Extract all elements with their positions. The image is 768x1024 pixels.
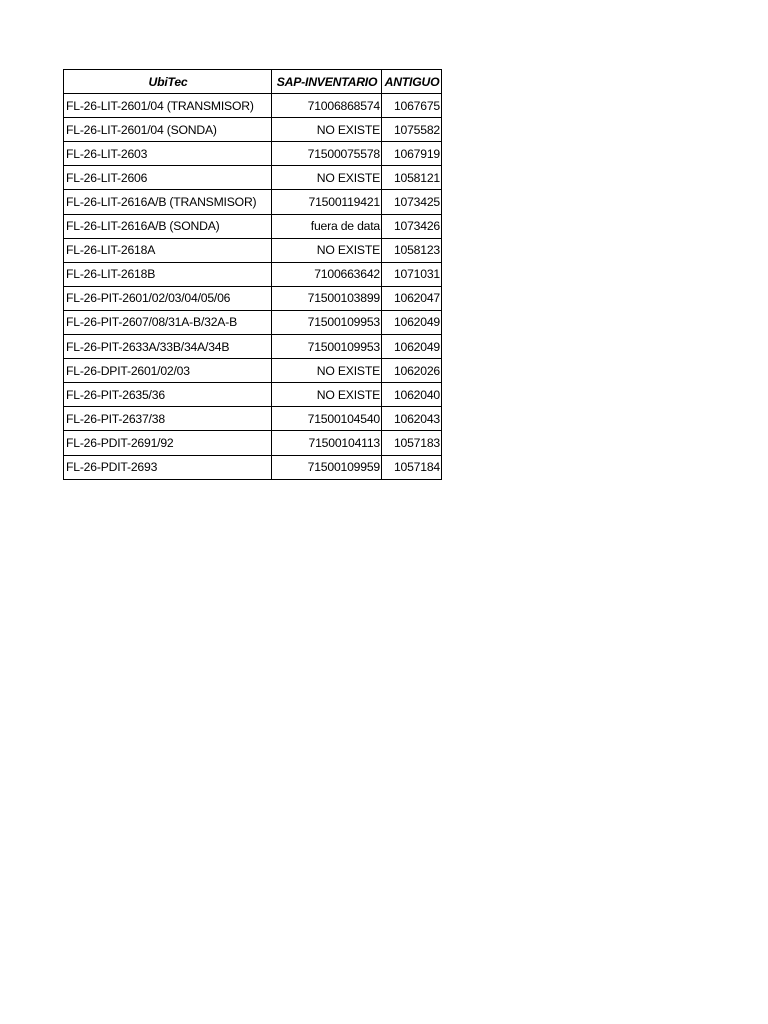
cell-antiguo: 1067675 xyxy=(382,94,442,118)
cell-antiguo: 1058123 xyxy=(382,238,442,262)
cell-antiguo: 1075582 xyxy=(382,118,442,142)
cell-ubitec: FL-26-LIT-2616A/B (SONDA) xyxy=(64,214,272,238)
cell-antiguo: 1062043 xyxy=(382,407,442,431)
cell-sap-inventario: NO EXISTE xyxy=(272,383,382,407)
cell-ubitec: FL-26-LIT-2601/04 (TRANSMISOR) xyxy=(64,94,272,118)
cell-antiguo: 1071031 xyxy=(382,262,442,286)
cell-ubitec: FL-26-PIT-2601/02/03/04/05/06 xyxy=(64,286,272,310)
cell-sap-inventario: NO EXISTE xyxy=(272,359,382,383)
table-row xyxy=(64,142,442,166)
cell-ubitec: FL-26-PIT-2635/36 xyxy=(64,383,272,407)
cell-ubitec: FL-26-PIT-2633A/33B/34A/34B xyxy=(64,335,272,359)
cell-ubitec: FL-26-LIT-2603 xyxy=(64,142,272,166)
cell-antiguo: 1062026 xyxy=(382,359,442,383)
cell-sap-inventario: NO EXISTE xyxy=(272,238,382,262)
cell-sap-inventario: 71500104113 xyxy=(272,431,382,455)
cell-ubitec: FL-26-PIT-2637/38 xyxy=(64,407,272,431)
cell-antiguo: 1062047 xyxy=(382,286,442,310)
table-row xyxy=(64,286,442,310)
header-row xyxy=(64,70,442,94)
table-row xyxy=(64,190,442,214)
cell-antiguo: 1057183 xyxy=(382,431,442,455)
cell-sap-inventario: 7100663642 xyxy=(272,262,382,286)
cell-antiguo: 1057184 xyxy=(382,455,442,479)
cell-sap-inventario: 71500109953 xyxy=(272,310,382,334)
cell-antiguo: 1067919 xyxy=(382,142,442,166)
cell-ubitec: FL-26-LIT-2601/04 (SONDA) xyxy=(64,118,272,142)
header-ubitec: UbiTec xyxy=(64,70,272,94)
table-row xyxy=(64,455,442,479)
cell-sap-inventario: 71500119421 xyxy=(272,190,382,214)
cell-ubitec: FL-26-LIT-2618B xyxy=(64,262,272,286)
cell-ubitec: FL-26-LIT-2606 xyxy=(64,166,272,190)
cell-ubitec: FL-26-LIT-2618A xyxy=(64,238,272,262)
cell-sap-inventario: 71500109959 xyxy=(272,455,382,479)
table-row xyxy=(64,166,442,190)
header-sap-inventario: SAP-INVENTARIO xyxy=(272,70,382,94)
table-row xyxy=(64,407,442,431)
table-row xyxy=(64,310,442,334)
cell-antiguo: 1062049 xyxy=(382,310,442,334)
cell-sap-inventario: 71500075578 xyxy=(272,142,382,166)
inventory-table xyxy=(63,69,442,480)
cell-sap-inventario: NO EXISTE xyxy=(272,118,382,142)
table-row xyxy=(64,359,442,383)
cell-sap-inventario: 71500103899 xyxy=(272,286,382,310)
table-row xyxy=(64,262,442,286)
table-row xyxy=(64,431,442,455)
header-antiguo: ANTIGUO xyxy=(382,70,442,94)
cell-sap-inventario: 71500104540 xyxy=(272,407,382,431)
table-row xyxy=(64,335,442,359)
table-row xyxy=(64,214,442,238)
cell-ubitec: FL-26-DPIT-2601/02/03 xyxy=(64,359,272,383)
cell-ubitec: FL-26-PDIT-2691/92 xyxy=(64,431,272,455)
table-body xyxy=(64,94,442,480)
cell-sap-inventario: fuera de data xyxy=(272,214,382,238)
cell-ubitec: FL-26-LIT-2616A/B (TRANSMISOR) xyxy=(64,190,272,214)
cell-ubitec: FL-26-PIT-2607/08/31A-B/32A-B xyxy=(64,310,272,334)
cell-antiguo: 1073426 xyxy=(382,214,442,238)
cell-antiguo: 1062040 xyxy=(382,383,442,407)
table-row xyxy=(64,118,442,142)
cell-sap-inventario: 71006868574 xyxy=(272,94,382,118)
cell-sap-inventario: 71500109953 xyxy=(272,335,382,359)
cell-antiguo: 1062049 xyxy=(382,335,442,359)
table-row xyxy=(64,383,442,407)
cell-antiguo: 1058121 xyxy=(382,166,442,190)
cell-sap-inventario: NO EXISTE xyxy=(272,166,382,190)
cell-ubitec: FL-26-PDIT-2693 xyxy=(64,455,272,479)
table-row xyxy=(64,94,442,118)
table-row xyxy=(64,238,442,262)
cell-antiguo: 1073425 xyxy=(382,190,442,214)
